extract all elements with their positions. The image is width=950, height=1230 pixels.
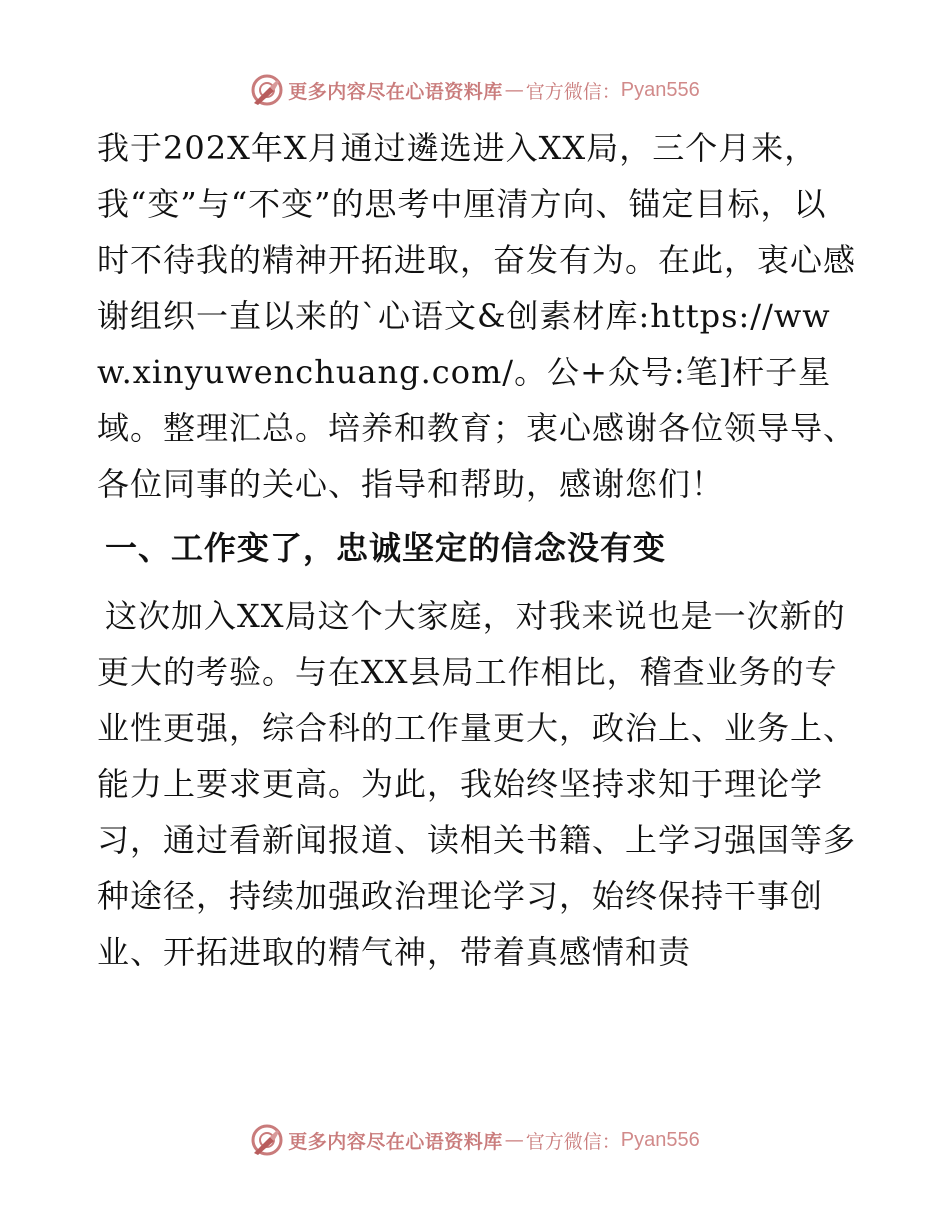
pen-logo-icon [250,73,284,107]
intro-paragraph: 我于202X年X月通过遴选进入XX局，三个月来，我“变”与“不变”的思考中厘清方向、锚定目标，以时不待我的精神开拓进取，奋发有为。在此，衷心感谢组织一直以来的`心语文&创素材库:https://www.xinyuwenchuang.com/。公+众号:笔]杆子星域。整理汇总。培养和教育；衷心感谢各位领导导、各位同事的关心、指导和帮助，感谢您们！ [97,129,857,503]
section-1-paragraph: 这次加入XX局这个大家庭，对我来说也是一次新的更大的考验。与在XX县局工作相比，稽查业务的专业性更强，综合科的工作量更大，政治上、业务上、能力上要求更高。为此，我始终坚持求知于理论学习，通过看新闻报道、读相关书籍、上学习强国等多种途径，持续加强政治理论学习，始终保持干事创业、开拓进取的精气神，带着真感情和责 [97,597,857,971]
section-heading-1: 一、工作变了，忠诚坚定的信念没有变 [105,529,667,567]
pen-logo-icon [250,1123,284,1157]
watermark-dash: — [504,79,524,101]
watermark-text [288,1127,700,1154]
watermark-header [0,70,950,110]
watermark-main: 更多内容尽在心语资料库 [288,80,503,103]
watermark-footer [0,1120,950,1160]
watermark-sub: 官方微信： [525,80,621,103]
watermark-id: Pyan556 [620,1128,700,1151]
watermark-sub: 官方微信： [525,1130,621,1153]
watermark-id: Pyan556 [620,78,700,101]
watermark-main: 更多内容尽在心语资料库 [288,1130,503,1153]
document-body [97,120,857,980]
watermark-dash: — [504,1129,524,1151]
watermark-text [288,77,700,104]
